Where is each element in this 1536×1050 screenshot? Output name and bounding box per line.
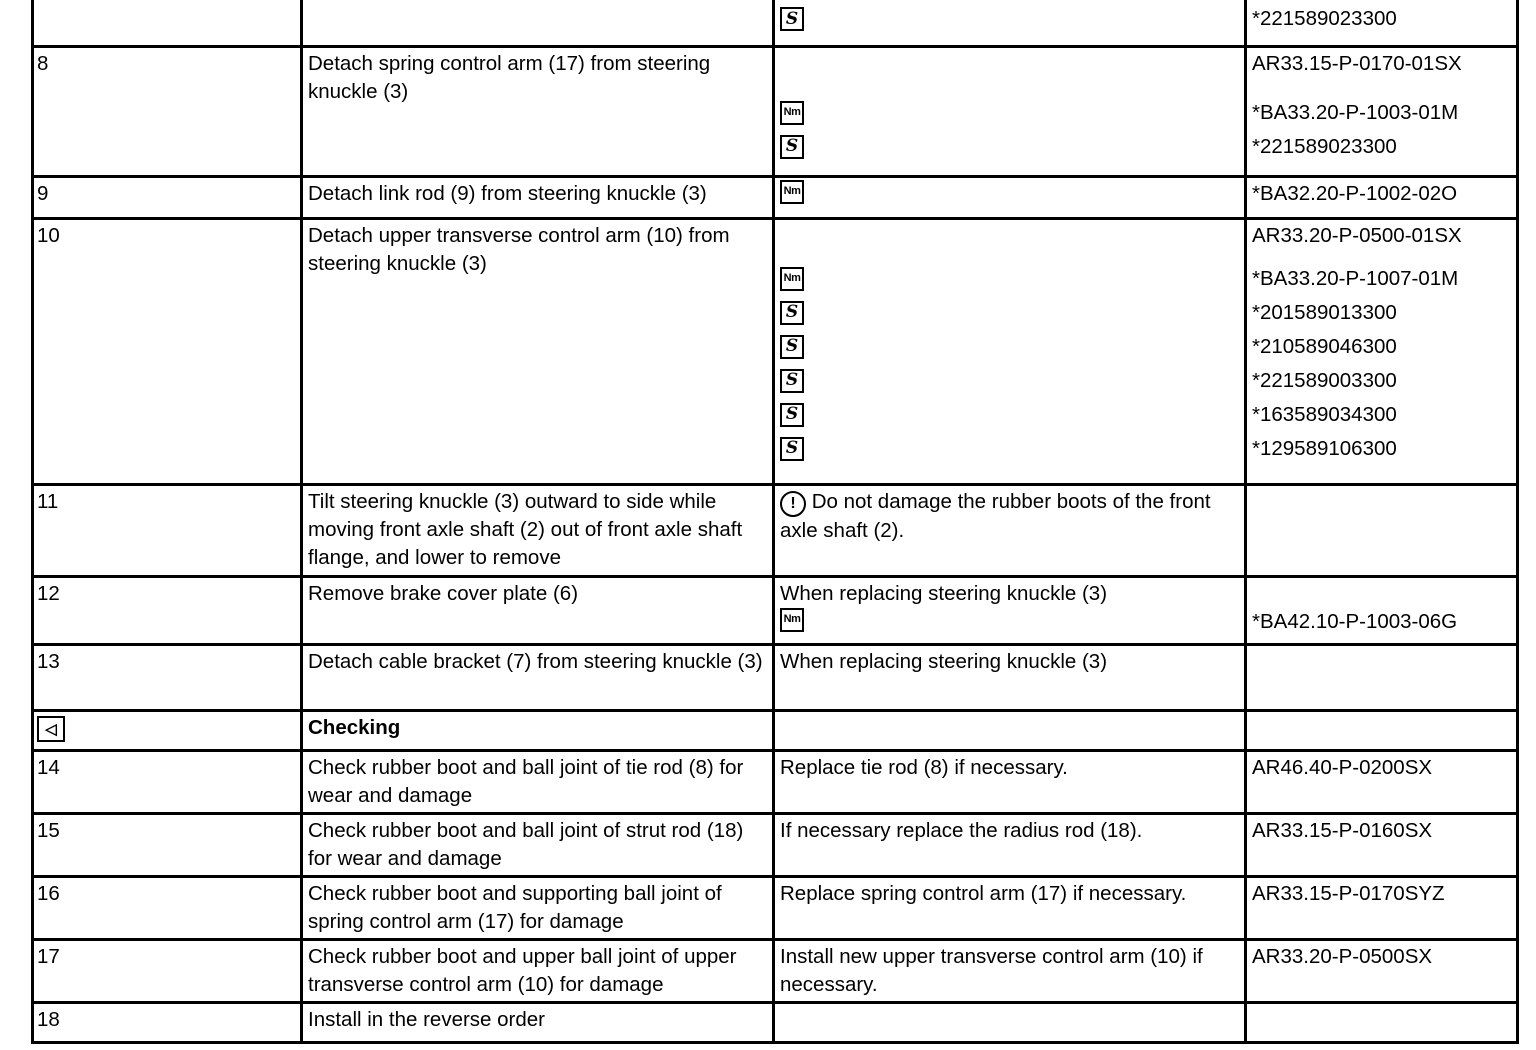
table-row — [33, 813, 1518, 876]
procedure-table — [31, 0, 1519, 1044]
step-number: 13 — [33, 644, 302, 710]
step-number: 11 — [33, 484, 302, 576]
notes-cell — [774, 484, 1246, 576]
action-text: Detach spring control arm (17) from steering knuckle (3) — [302, 46, 774, 176]
action-text: Check rubber boot and supporting ball joint of spring control arm (17) for damage — [302, 876, 774, 939]
notes-cell — [774, 1002, 1246, 1042]
ref-link[interactable]: *221589023300 — [1252, 7, 1397, 30]
note-text: When replacing steering knuckle (3) — [780, 581, 1108, 605]
torque-nm-icon: Nm — [780, 608, 804, 632]
ref-link[interactable]: *BA33.20-P-1003-01M — [1252, 100, 1459, 124]
note-text: Replace tie rod (8) if necessary. — [774, 750, 1246, 813]
section-heading: Checking — [302, 710, 774, 750]
ref-link[interactable]: *BA42.10-P-1003-06G — [1252, 609, 1458, 633]
table-row — [33, 939, 1518, 1002]
ref-link[interactable]: *221589003300 — [1252, 368, 1397, 392]
action-text: Check rubber boot and ball joint of tie rod (8) for wear and damage — [302, 750, 774, 813]
step-number: 8 — [33, 46, 302, 176]
step-number: 17 — [33, 939, 302, 1002]
step-number: 15 — [33, 813, 302, 876]
step-number: 18 — [33, 1002, 302, 1042]
ref-link[interactable]: *210589046300 — [1252, 334, 1397, 358]
ref-link[interactable]: AR33.20-P-0500-01SX — [1252, 223, 1462, 247]
table-row — [33, 644, 1518, 710]
ref-cell — [1246, 1002, 1518, 1042]
ref-link[interactable]: *BA32.20-P-1002-02O — [1246, 176, 1518, 218]
action-text: Detach upper transverse control arm (10) from steering knuckle (3) — [302, 218, 774, 484]
table-row — [33, 484, 1518, 576]
notes-cell — [774, 0, 1246, 46]
action-text: Check rubber boot and upper ball joint of upper transverse control arm (10) for damage — [302, 939, 774, 1002]
ref-link[interactable]: *129589106300 — [1252, 436, 1397, 460]
table-row — [33, 176, 1518, 218]
table-row — [33, 218, 1518, 484]
table-row — [33, 750, 1518, 813]
step-cell — [33, 710, 302, 750]
special-tool-icon: S — [780, 369, 804, 393]
action-text: Tilt steering knuckle (3) outward to side while moving front axle shaft (2) out of front axle shaft flange, and lower to remove — [302, 484, 774, 576]
note-text: Replace spring control arm (17) if necessary. — [774, 876, 1246, 939]
ref-cell — [1246, 218, 1518, 484]
note-text: Install new upper transverse control arm (10) if necessary. — [774, 939, 1246, 1002]
note-text: Do not damage the rubber boots of the front axle shaft (2). — [780, 489, 1211, 542]
note-text: When replacing steering knuckle (3) — [774, 644, 1246, 710]
ref-cell — [1246, 644, 1518, 710]
table-row — [33, 576, 1518, 644]
ref-link[interactable]: *221589023300 — [1252, 134, 1397, 158]
ref-link[interactable]: AR33.15-P-0170SYZ — [1246, 876, 1518, 939]
table-row — [33, 0, 1518, 46]
action-text: Detach link rod (9) from steering knuckle (3) — [302, 176, 774, 218]
notes-cell — [774, 576, 1246, 644]
action-text: Install in the reverse order — [302, 1002, 774, 1042]
special-tool-icon: S — [780, 403, 804, 427]
step-number: 9 — [33, 176, 302, 218]
ref-link[interactable]: AR33.15-P-0160SX — [1246, 813, 1518, 876]
step-number: 14 — [33, 750, 302, 813]
ref-link[interactable]: *BA33.20-P-1007-01M — [1252, 266, 1459, 290]
step-number: 12 — [33, 576, 302, 644]
step-number: 10 — [33, 218, 302, 484]
action-cell — [302, 0, 774, 46]
special-tool-icon: S — [780, 335, 804, 359]
notes-cell — [774, 46, 1246, 176]
special-tool-icon: S — [780, 7, 804, 31]
ref-cell — [1246, 0, 1518, 46]
special-tool-icon: S — [780, 301, 804, 325]
ref-link[interactable]: *201589013300 — [1252, 300, 1397, 324]
ref-link[interactable]: AR46.40-P-0200SX — [1246, 750, 1518, 813]
ref-link[interactable]: *163589034300 — [1252, 402, 1397, 426]
torque-nm-icon: Nm — [780, 101, 804, 125]
special-tool-icon: S — [780, 135, 804, 159]
table-row — [33, 1002, 1518, 1042]
notes-cell — [774, 710, 1246, 750]
action-text: Detach cable bracket (7) from steering knuckle (3) — [302, 644, 774, 710]
ref-cell — [1246, 46, 1518, 176]
torque-nm-icon: Nm — [780, 180, 804, 204]
note-text: If necessary replace the radius rod (18). — [774, 813, 1246, 876]
step-number: 16 — [33, 876, 302, 939]
torque-nm-icon: Nm — [780, 267, 804, 291]
special-tool-icon: S — [780, 437, 804, 461]
notes-cell — [774, 218, 1246, 484]
caution-icon: ! — [780, 491, 806, 517]
table-row — [33, 710, 1518, 750]
notes-cell — [774, 176, 1246, 218]
step-cell — [33, 0, 302, 46]
ref-link[interactable]: AR33.15-P-0170-01SX — [1252, 51, 1462, 75]
action-text: Check rubber boot and ball joint of strut rod (18) for wear and damage — [302, 813, 774, 876]
ref-cell — [1246, 710, 1518, 750]
action-text: Remove brake cover plate (6) — [302, 576, 774, 644]
ref-link[interactable]: AR33.20-P-0500SX — [1246, 939, 1518, 1002]
ref-cell — [1246, 484, 1518, 576]
table-row — [33, 46, 1518, 176]
table-row — [33, 876, 1518, 939]
ref-cell — [1246, 576, 1518, 644]
check-section-icon: ◁ — [37, 716, 65, 742]
